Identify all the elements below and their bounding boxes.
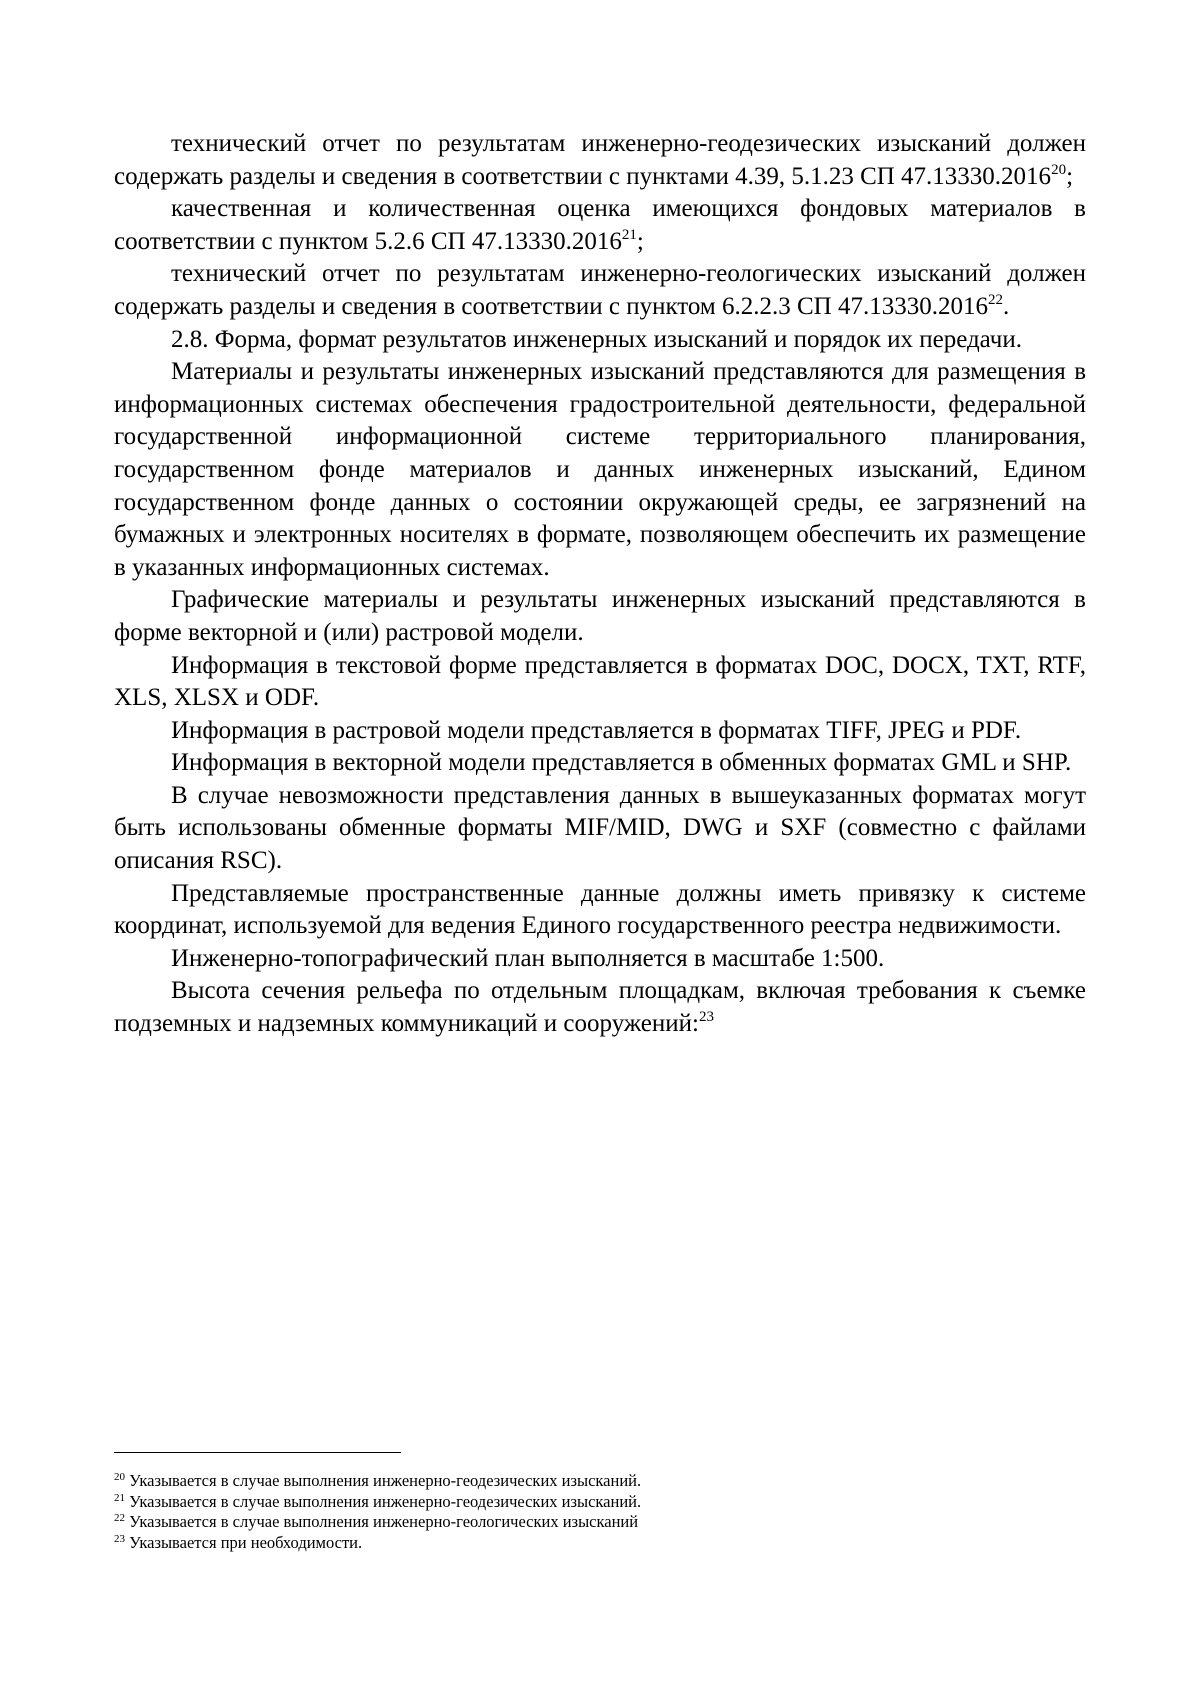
footnote-ref[interactable]: 20 xyxy=(1051,161,1067,178)
footnote-ref[interactable]: 22 xyxy=(987,291,1003,308)
paragraph-survey-report-geodetic xyxy=(114,128,1086,193)
footnote-number: 21 xyxy=(114,1491,125,1504)
paragraph-text: технический отчет по результатам инженерно-геологических изысканий должен содержать разделы и сведения в соответствии с пунктом 6.2.2.3 СП 47.13330.2016 xyxy=(114,260,1086,320)
paragraph-punct: ; xyxy=(636,227,644,255)
footnote-21 xyxy=(114,1492,1086,1513)
paragraph-vector-formats xyxy=(114,747,1086,780)
footnote-ref[interactable]: 23 xyxy=(699,1009,714,1026)
paragraph-text: технический отчет по результатам инженерно-геодезических изысканий должен содержать разделы и сведения в соответствии с пунктами 4.39, 5.1.23 СП 47.13330.2016 xyxy=(114,130,1086,190)
paragraph-text-formats xyxy=(114,650,1086,715)
footnote-text: Указывается в случае выполнения инженерно-геодезических изысканий. xyxy=(125,1491,642,1511)
footnote-number: 22 xyxy=(114,1512,125,1524)
paragraph-text: Инженерно-топографический план выполняется в масштабе 1:500. xyxy=(171,944,885,972)
paragraph-survey-report-geological xyxy=(114,258,1086,323)
footnote-number: 20 xyxy=(114,1471,125,1483)
paragraph-text: В случае невозможности представления данных в вышеуказанных форматах могут быть использованы обменные форматы MIF/MID, DWG и SXF (совместно с файлами описания RSC). xyxy=(114,781,1086,875)
footnote-text: Указывается в случае выполнения инженерно-геологических изысканий xyxy=(125,1512,639,1531)
footnote-22 xyxy=(114,1512,1086,1533)
footnote-separator xyxy=(114,1452,401,1453)
footnote-text: Указывается в случае выполнения инженерно-геодезических изысканий. xyxy=(125,1471,642,1490)
paragraph-relief-section-height xyxy=(114,975,1086,1040)
footnote-20 xyxy=(114,1471,1086,1492)
paragraph-graphic-materials xyxy=(114,584,1086,649)
footnote-ref[interactable]: 21 xyxy=(621,226,637,243)
paragraph-fund-materials-assessment xyxy=(114,193,1086,258)
paragraph-text: Представляемые пространственные данные должны иметь привязку к системе координат, используемой для ведения Единого государственного реестра недвижимости. xyxy=(114,879,1086,940)
paragraph-punct: . xyxy=(1002,292,1010,320)
paragraph-text: Информация в растровой модели представляется в форматах TIFF, JPEG и PDF. xyxy=(171,716,1022,744)
paragraph-text: Информация в векторной модели представляется в обменных форматах GML и SHP. xyxy=(171,749,1072,777)
paragraph-text: 2.8. Форма, формат результатов инженерных изысканий и порядок их передачи. xyxy=(171,325,1022,353)
footnote-text: Указывается при необходимости. xyxy=(125,1532,363,1552)
paragraph-text: Графические материалы и результаты инженерных изысканий представляются в форме векторной и (или) растровой модели. xyxy=(114,586,1086,646)
document-body xyxy=(114,128,1086,1041)
footnote-23 xyxy=(114,1533,1086,1554)
paragraph-text: Высота сечения рельефа по отдельным площадкам, включая требования к съемке подземных и надземных коммуникаций и сооружений: xyxy=(114,977,1086,1038)
footnotes xyxy=(114,1471,1086,1553)
paragraph-text: Материалы и результаты инженерных изысканий представляются для размещения в информационных системах обеспечения градостроительной деятельности, федеральной государственной информационной системе территориального планирования, государственном фонде материалов и данных инженерных изысканий, Едином государственном фонде данных о состоянии окружающей среды, ее загрязнений на бумажных и электронных носителях в формате, позволяющем обеспечить их размещение в указанных информационных системах. xyxy=(114,358,1086,581)
paragraph-raster-formats xyxy=(114,715,1086,748)
paragraph-topographic-scale xyxy=(114,943,1086,976)
paragraph-punct: ; xyxy=(1066,162,1074,190)
paragraph-coordinate-system xyxy=(114,878,1086,943)
paragraph-text: качественная и количественная оценка имеющихся фондовых материалов в соответствии с пунктом 5.2.6 СП 47.13330.2016 xyxy=(114,195,1086,255)
footnote-number: 23 xyxy=(114,1532,125,1545)
section-heading-2-8 xyxy=(114,324,1086,357)
paragraph-text: Информация в текстовой форме представляется в форматах DOC, DOCX, TXT, RTF, XLS, XLSX и ODF. xyxy=(114,651,1086,712)
paragraph-materials-placement xyxy=(114,356,1086,584)
paragraph-alternative-formats xyxy=(114,780,1086,878)
